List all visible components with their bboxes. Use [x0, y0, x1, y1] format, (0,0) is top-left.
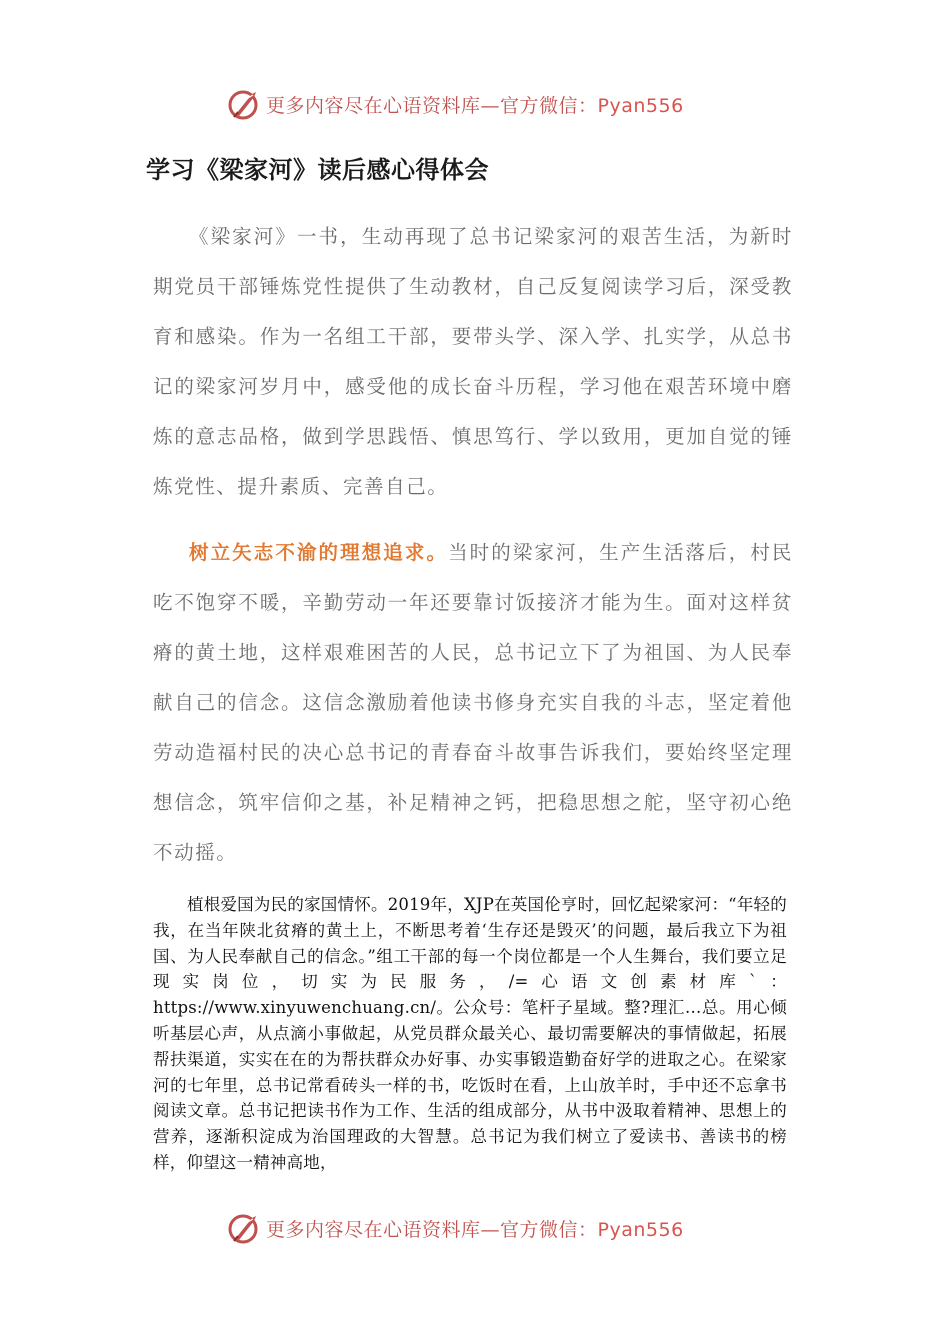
quill-pen-logo-icon [226, 86, 262, 122]
footer-banner-text [266, 1215, 684, 1242]
paragraph-patriotism: 植根爱国为民的家国情怀。2019年，XJP在英国伦亨时，回忆起梁家河：“年轻的我，在当年陕北贫瘠的黄土上，不断思考着‘生存还是毁灭’的问题，最后我立下为祖国、为人民奉献自己的信念。”组工干部的每一个岗位都是一个人生舞台，我们要立足现实岗位，切实为民服务，/=心语文创素材库`：https://www.xinyuwenchuang.cn/。公众号：笔杆子星域。整?理汇…总。用心倾听基层心声，从点滴小事做起，从党员群众最关心、最切需要解决的事情做起，拓展帮扶渠道，实实在在的为帮扶群众办好事、办实事锻造勤奋好学的进取之心。在梁家河的七年里，总书记常看砖头一样的书，吃饭时在看，上山放羊时，手中还不忘拿书阅读文章。总书记把读书作为工作、生活的组成部分，从书中汲取着精神、思想上的营养，逐渐积淀成为治国理政的大智慧。总书记为我们树立了爱读书、善读书的榜样，仰望这一精神高地， [153, 895, 787, 1172]
quill-pen-logo-icon [226, 1210, 262, 1246]
footer-wechat-id: Pyan556 [597, 1218, 684, 1241]
paragraph-ideal-lead: 树立矢志不渝的理想追求。 [189, 541, 449, 564]
footer-banner-label: 更多内容尽在心语资料库—官方微信： [266, 1218, 598, 1241]
paragraph-intro: 《梁家河》一书，生动再现了总书记梁家河的艰苦生活，为新时期党员干部锤炼党性提供了生动教材，自己反复阅读学习后，深受教育和感染。作为一名组工干部，要带头学、深入学、扎实学，从总书记的梁家河岁月中，感受他的成长奋斗历程，学习他在艰苦环境中磨炼的意志品格，做到学思践悟、慎思笃行、学以致用，更加自觉的锤炼党性、提升素质、完善自己。 [153, 225, 793, 498]
paragraph-ideal-body: 当时的梁家河，生产生活落后，村民吃不饱穿不暖，辛勤劳动一年还要靠讨饭接济才能为生。面对这样贫瘠的黄土地，这样艰难困苦的人民，总书记立下了为祖国、为人民奉献自己的信念。这信念激励着他读书修身充实自我的斗志，坚定着他劳动造福村民的决心总书记的青春奋斗故事告诉我们，要始终坚定理想信念，筑牢信仰之基，补足精神之钙，把稳思想之舵，坚守初心绝不动摇。 [153, 541, 793, 864]
header-banner [226, 84, 746, 124]
document-title: 学习《梁家河》读后感心得体会 [146, 156, 489, 184]
header-banner-text [266, 91, 684, 118]
paragraph-ideal [153, 528, 793, 878]
header-banner-label: 更多内容尽在心语资料库—官方微信： [266, 94, 598, 117]
header-wechat-id: Pyan556 [597, 94, 684, 117]
footer-banner [226, 1208, 746, 1248]
